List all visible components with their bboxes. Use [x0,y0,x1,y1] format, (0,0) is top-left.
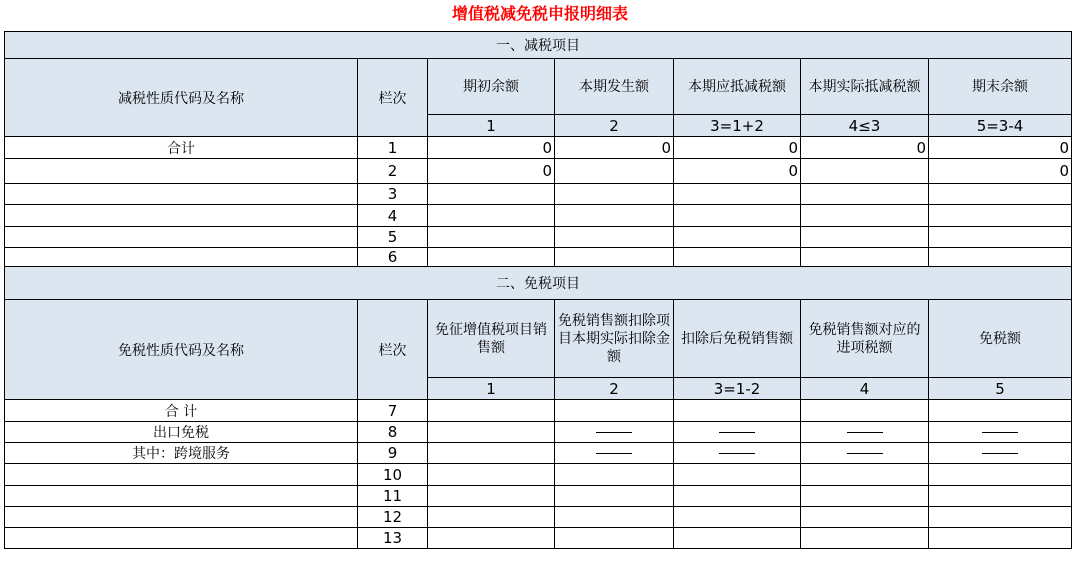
exemption-col-number-4: 4 [801,378,929,400]
reduction-row-value[interactable]: 0 [555,137,674,159]
reduction-row [5,137,1072,159]
reduction-row [5,184,1072,205]
reduction-row-value[interactable]: 0 [674,137,801,159]
exemption-col-number-1: 1 [428,378,555,400]
exemption-row-value[interactable] [674,528,801,549]
exemption-row-value[interactable] [555,464,674,486]
not-applicable-dash [674,422,801,443]
exemption-row-line: 9 [358,443,428,464]
exemption-col-number-3: 3=1-2 [674,378,801,400]
exemption-row-value[interactable] [428,464,555,486]
exemption-row-value[interactable] [674,464,801,486]
exemption-row [5,443,1072,464]
reduction-row-value[interactable] [674,248,801,267]
reduction-col-number-5: 5=3-4 [929,115,1072,137]
exemption-row-name[interactable] [5,486,358,507]
exemption-row-value[interactable] [555,400,674,422]
exemption-row-value[interactable] [674,486,801,507]
exemption-row-value[interactable] [929,507,1072,528]
reduction-section-title: 一、减税项目 [5,32,1072,59]
exemption-row-value[interactable] [929,464,1072,486]
exemption-row-line: 13 [358,528,428,549]
exemption-col-header-3: 扣除后免税销售额 [674,300,801,378]
exemption-row [5,464,1072,486]
exemption-row-line: 8 [358,422,428,443]
reduction-name-header: 减税性质代码及名称 [5,59,358,137]
form-title: 增值税减免税申报明细表 [451,4,628,23]
reduction-row-value[interactable] [801,227,929,248]
reduction-col-header-2: 本期发生额 [555,59,674,115]
exemption-row-value[interactable] [428,422,555,443]
exemption-row-line: 11 [358,486,428,507]
reduction-row-value[interactable] [555,159,674,184]
exemption-row-value[interactable] [428,443,555,464]
reduction-row-line: 5 [358,227,428,248]
reduction-col-header-1: 期初余额 [428,59,555,115]
reduction-row-name[interactable] [5,159,358,184]
reduction-row-name: 合计 [5,137,358,159]
reduction-row [5,159,1072,184]
not-applicable-dash [674,443,801,464]
exemption-row-value[interactable] [428,486,555,507]
reduction-row-name[interactable] [5,248,358,267]
reduction-row-value[interactable] [555,248,674,267]
declaration-table [4,31,1072,549]
reduction-row-value[interactable]: 0 [428,137,555,159]
exemption-row-name: 其中：跨境服务 [5,443,358,464]
exemption-row-value[interactable] [428,507,555,528]
reduction-row-line: 2 [358,159,428,184]
exemption-row [5,400,1072,422]
reduction-col-number-4: 4≤3 [801,115,929,137]
exemption-row-value[interactable] [555,486,674,507]
exemption-col-header-1: 免征增值税项目销售额 [428,300,555,378]
exemption-row-name: 合 计 [5,400,358,422]
exemption-row-name[interactable] [5,464,358,486]
reduction-row-name[interactable] [5,184,358,205]
not-applicable-dash [929,422,1072,443]
reduction-col-number-3: 3=1+2 [674,115,801,137]
reduction-row-value[interactable] [929,227,1072,248]
exemption-col-header-4: 免税销售额对应的进项税额 [801,300,929,378]
reduction-row-value[interactable]: 0 [801,137,929,159]
reduction-row-value[interactable] [929,184,1072,205]
reduction-row-value[interactable] [428,227,555,248]
exemption-row-value[interactable] [428,528,555,549]
reduction-row-value[interactable]: 0 [428,159,555,184]
exemption-row-value[interactable] [674,507,801,528]
exemption-row-value[interactable] [801,486,929,507]
exemption-row-value[interactable] [428,400,555,422]
reduction-row-value[interactable] [674,184,801,205]
reduction-row-value[interactable] [801,159,929,184]
exemption-row-value[interactable] [801,507,929,528]
reduction-row-line: 4 [358,205,428,227]
reduction-row-value[interactable] [929,248,1072,267]
reduction-row-value[interactable] [555,227,674,248]
reduction-row [5,205,1072,227]
reduction-row-name[interactable] [5,205,358,227]
reduction-row-value[interactable] [555,184,674,205]
reduction-col-header-4: 本期实际抵减税额 [801,59,929,115]
not-applicable-dash [801,443,929,464]
exemption-col-number-2: 2 [555,378,674,400]
reduction-row-value[interactable]: 0 [674,159,801,184]
reduction-row-value[interactable] [801,184,929,205]
not-applicable-dash [929,443,1072,464]
not-applicable-dash [555,422,674,443]
reduction-row-line: 6 [358,248,428,267]
reduction-row [5,248,1072,267]
exemption-row [5,528,1072,549]
exemption-row-name[interactable] [5,528,358,549]
reduction-row-value[interactable] [674,205,801,227]
reduction-row-value[interactable] [428,184,555,205]
exemption-row [5,422,1072,443]
reduction-row [5,227,1072,248]
exemption-row-name: 出口免税 [5,422,358,443]
reduction-row-value[interactable] [428,205,555,227]
reduction-col-header-5: 期末余额 [929,59,1072,115]
exemption-row-value[interactable] [801,400,929,422]
reduction-row-line: 3 [358,184,428,205]
exemption-row [5,486,1072,507]
reduction-row-value[interactable] [801,248,929,267]
reduction-col-number-1: 1 [428,115,555,137]
reduction-row-value[interactable]: 0 [929,137,1072,159]
exemption-row-value[interactable] [555,507,674,528]
exemption-row-name[interactable] [5,507,358,528]
reduction-row-name[interactable] [5,227,358,248]
exemption-row-line: 12 [358,507,428,528]
exemption-col-number-5: 5 [929,378,1072,400]
exemption-row-value[interactable] [674,400,801,422]
exemption-row-value[interactable] [801,464,929,486]
reduction-col-header-3: 本期应抵减税额 [674,59,801,115]
reduction-col-number-2: 2 [555,115,674,137]
exemption-row-value[interactable] [929,486,1072,507]
exemption-name-header: 免税性质代码及名称 [5,300,358,400]
exemption-row-line: 7 [358,400,428,422]
reduction-line-header: 栏次 [358,59,428,137]
reduction-row-value[interactable]: 0 [929,159,1072,184]
exemption-section-title: 二、免税项目 [5,267,1072,300]
exemption-row [5,507,1072,528]
exemption-col-header-5: 免税额 [929,300,1072,378]
exemption-row-value[interactable] [929,400,1072,422]
exemption-row-line: 10 [358,464,428,486]
not-applicable-dash [555,443,674,464]
exemption-line-header: 栏次 [358,300,428,400]
reduction-row-value[interactable] [428,248,555,267]
not-applicable-dash [801,422,929,443]
exemption-col-header-2: 免税销售额扣除项目本期实际扣除金额 [555,300,674,378]
reduction-row-line: 1 [358,137,428,159]
exemption-row-value[interactable] [555,528,674,549]
reduction-row-value[interactable] [674,227,801,248]
reduction-row-value[interactable] [801,205,929,227]
reduction-row-value[interactable] [555,205,674,227]
exemption-row-value[interactable] [929,528,1072,549]
reduction-row-value[interactable] [929,205,1072,227]
exemption-row-value[interactable] [801,528,929,549]
